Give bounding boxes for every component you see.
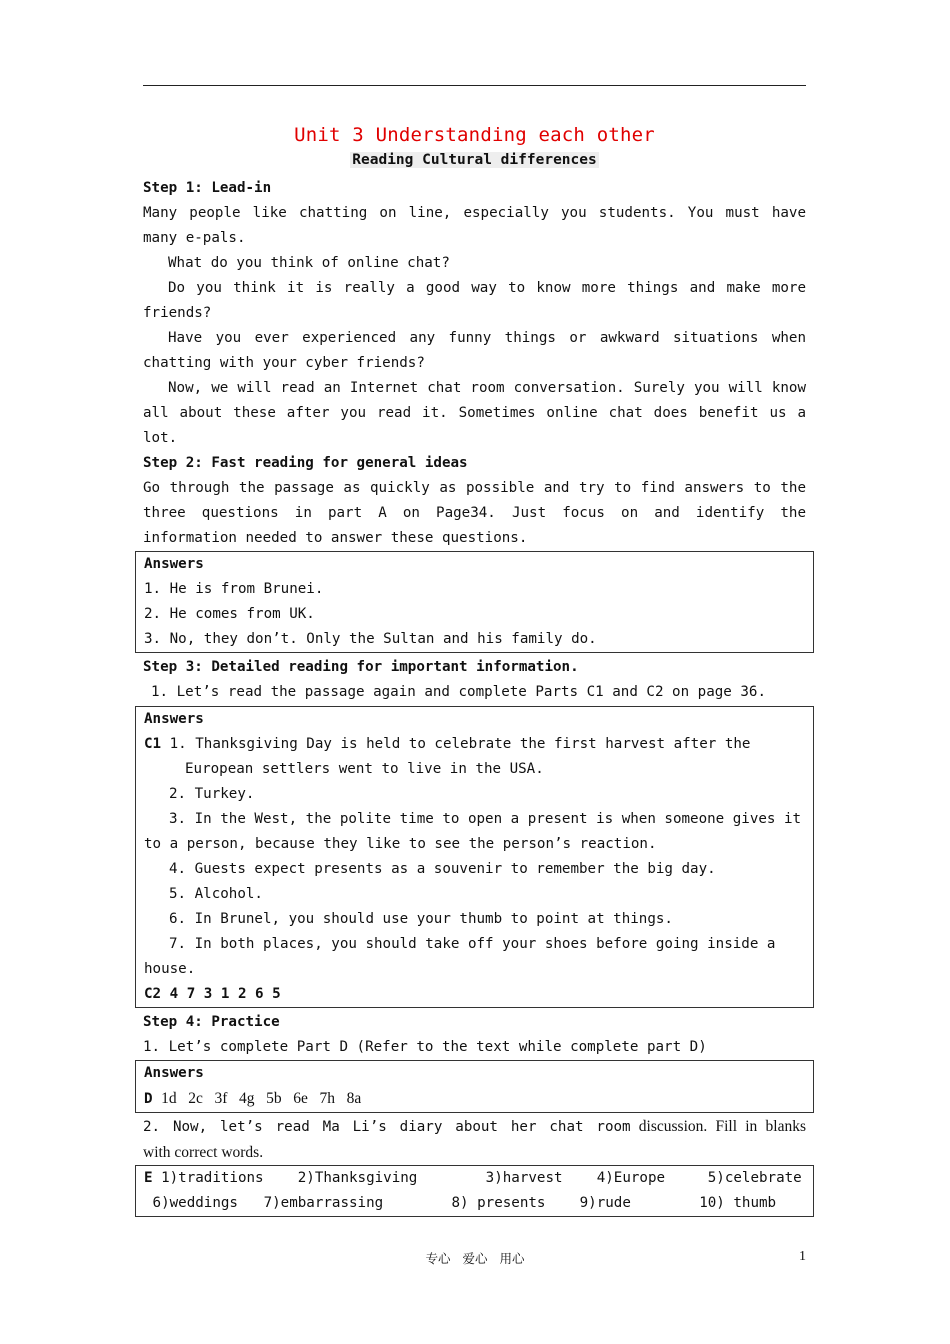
page-footer: 专心 爱心 用心 xyxy=(425,1251,525,1266)
e-row-2: 6)weddings 7)embarrassing 8) presents 9)rude 10) thumb xyxy=(144,1195,777,1211)
lesson-subtitle xyxy=(143,152,806,168)
d-answers-text: 1d 2c 3f 4g 5b 6e 7h 8a xyxy=(161,1090,362,1107)
step2-answers-box xyxy=(135,551,814,653)
e-row-1 xyxy=(144,1166,805,1191)
c1-item-6: 6. In Brunel, you should use your thumb to point at things. xyxy=(169,911,673,927)
c2-answers: C2 4 7 3 1 2 6 5 xyxy=(144,986,281,1002)
step1-heading: Step 1: Lead-in xyxy=(143,180,272,196)
step4-answers-label: Answers xyxy=(144,1065,204,1081)
step3-answers-label: Answers xyxy=(144,711,204,727)
c1-item-3-cont: to a person, because they like to see the person’s reaction. xyxy=(144,836,657,852)
subtitle-text: Reading Cultural differences xyxy=(352,152,597,168)
d-label: D xyxy=(144,1091,153,1107)
page-number: 1 xyxy=(799,1249,806,1264)
step3-answers-box xyxy=(135,706,814,1008)
step1-question-1: What do you think of online chat? xyxy=(168,255,450,271)
step2-instructions: Go through the passage as quickly as possible and try to find answers to the three questions in part A on Page34. Just focus on and identify the information needed to answer these questions. xyxy=(143,480,806,546)
step4-instruction-2 xyxy=(143,1114,806,1140)
step4-instruction-2c: with correct words. xyxy=(143,1144,264,1161)
step4-e-answers-box xyxy=(135,1165,814,1217)
c1-item-1-cont: European settlers went to live in the USA. xyxy=(185,761,544,777)
c1-item-7: 7. In both places, you should take off your shoes before going inside a xyxy=(169,936,776,952)
step4-answers-box xyxy=(135,1060,814,1113)
step2-answer-3: 3. No, they don’t. Only the Sultan and his family do. xyxy=(144,631,597,647)
e-label: E xyxy=(144,1170,153,1186)
c1-item-2: 2. Turkey. xyxy=(169,786,255,802)
header-rule xyxy=(143,85,806,86)
step3-heading: Step 3: Detailed reading for important information. xyxy=(143,659,579,675)
step1-question-2: Do you think it is really a good way to know more things and make more friends? xyxy=(143,280,806,321)
step1-paragraph-1: Many people like chatting on line, especially you students. You must have many e-pals. xyxy=(143,205,806,246)
c1-item-4: 4. Guests expect presents as a souvenir to remember the big day. xyxy=(169,861,716,877)
c1-item-7-cont: house. xyxy=(144,961,196,977)
c1-item-1 xyxy=(144,732,805,757)
step2-heading: Step 2: Fast reading for general ideas xyxy=(143,455,468,471)
step4-heading: Step 4: Practice xyxy=(143,1014,280,1030)
e-row-1-text: 1)traditions 2)Thanksgiving 3)harvest 4)Europe 5)celebrate xyxy=(152,1170,802,1186)
step4-instruction-2a: 2. Now, let’s read Ma Li’s diary about her chat room xyxy=(143,1119,631,1135)
c1-label: C1 xyxy=(144,736,162,752)
c1-item-3: 3. In the West, the polite time to open a present is when someone gives it xyxy=(169,811,802,827)
step2-answer-1: 1. He is from Brunei. xyxy=(144,581,324,597)
unit-title: Unit 3 Understanding each other xyxy=(294,124,655,146)
step4-instruction-1: 1. Let’s complete Part D (Refer to the text while complete part D) xyxy=(143,1039,707,1055)
d-answers xyxy=(144,1086,805,1112)
step1-question-3: Have you ever experienced any funny things or awkward situations when chatting with your cyber friends? xyxy=(143,330,806,371)
step2-answers-label: Answers xyxy=(144,556,204,572)
c1-item-1-text: 1. Thanksgiving Day is held to celebrate the first harvest after the xyxy=(169,736,751,752)
lesson-content xyxy=(143,176,806,1217)
c1-item-5: 5. Alcohol. xyxy=(169,886,263,902)
step1-paragraph-5: Now, we will read an Internet chat room conversation. Surely you will know all about these after you read it. Sometimes online chat does benefit us a lot. xyxy=(143,380,806,446)
step2-answer-2: 2. He comes from UK. xyxy=(144,606,315,622)
step3-instructions: 1. Let’s read the passage again and complete Parts C1 and C2 on page 36. xyxy=(151,684,766,700)
step4-instruction-2b: discussion. Fill in blanks xyxy=(630,1118,806,1135)
